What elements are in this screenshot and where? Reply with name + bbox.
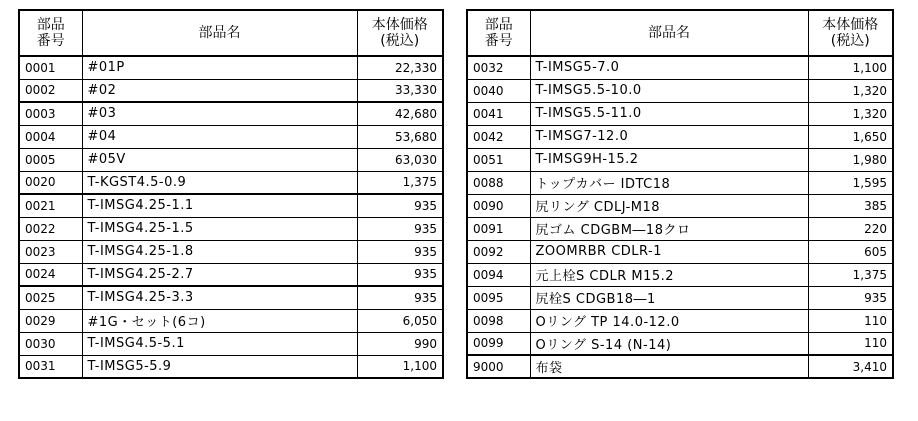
- part-name-cell: 元上栓S CDLR M15.2: [530, 263, 808, 286]
- price-cell: 110: [808, 332, 893, 355]
- price-cell: 1,595: [808, 171, 893, 194]
- part-name-cell: ZOOMRBR CDLR-1: [530, 240, 808, 263]
- part-number-cell: 0042: [467, 125, 530, 148]
- table-row: [467, 355, 893, 378]
- price-header-line1: 本体価格: [371, 17, 428, 33]
- price-cell: 1,100: [808, 56, 893, 79]
- price-cell: 42,680: [357, 102, 443, 125]
- price-cell: 385: [808, 194, 893, 217]
- table-row: [467, 79, 893, 102]
- parts-price-table-right: [466, 9, 894, 379]
- table-row: [467, 194, 893, 217]
- part-name-cell: T-IMSG4.25-1.1: [82, 194, 357, 217]
- table-row: [19, 286, 443, 309]
- part-name-cell: #01P: [82, 56, 357, 79]
- part-name-header: 部品名: [530, 10, 808, 56]
- table-row: [19, 171, 443, 194]
- part-number-cell: 0040: [467, 79, 530, 102]
- part-name-cell: Oリング S-14 (N-14): [530, 332, 808, 355]
- price-cell: 605: [808, 240, 893, 263]
- price-header-line2: (税込): [380, 33, 420, 49]
- part-number-cell: 0005: [19, 148, 82, 171]
- part-number-header: [467, 10, 530, 56]
- part-number-cell: 0098: [467, 309, 530, 332]
- price-cell: 53,680: [357, 125, 443, 148]
- table-header-row: [467, 10, 893, 56]
- part-number-cell: 0090: [467, 194, 530, 217]
- price-cell: 1,375: [808, 263, 893, 286]
- part-number-cell: 0023: [19, 240, 82, 263]
- price-cell: 33,330: [357, 79, 443, 102]
- price-cell: 1,980: [808, 148, 893, 171]
- part-number-cell: 0095: [467, 286, 530, 309]
- table-row: [19, 332, 443, 355]
- table-row: [19, 194, 443, 217]
- table-row: [467, 125, 893, 148]
- part-number-cell: 9000: [467, 355, 530, 378]
- part-name-cell: 尻リング CDLJ-M18: [530, 194, 808, 217]
- part-name-cell: T-IMSG4.25-1.8: [82, 240, 357, 263]
- table-header-row: [19, 10, 443, 56]
- price-cell: 110: [808, 309, 893, 332]
- part-number-cell: 0022: [19, 217, 82, 240]
- part-name-cell: T-IMSG5-5.9: [82, 355, 357, 378]
- table-row: [19, 148, 443, 171]
- price-cell: 220: [808, 217, 893, 240]
- price-header: [357, 10, 443, 56]
- part-number-cell: 0003: [19, 102, 82, 125]
- part-number-cell: 0031: [19, 355, 82, 378]
- part-name-cell: T-IMSG5-7.0: [530, 56, 808, 79]
- part-number-header: [19, 10, 82, 56]
- part-name-cell: 布袋: [530, 355, 808, 378]
- price-cell: 1,320: [808, 79, 893, 102]
- table-row: [19, 79, 443, 102]
- part-number-cell: 0091: [467, 217, 530, 240]
- part-name-header: 部品名: [82, 10, 357, 56]
- price-cell: 1,100: [357, 355, 443, 378]
- part-name-cell: T-IMSG9H-15.2: [530, 148, 808, 171]
- price-header: [808, 10, 893, 56]
- part-number-header-line1: 部品: [36, 17, 65, 33]
- price-header-line1: 本体価格: [822, 17, 879, 33]
- price-cell: 22,330: [357, 56, 443, 79]
- table-row: [467, 148, 893, 171]
- part-name-cell: T-IMSG7-12.0: [530, 125, 808, 148]
- part-name-cell: #04: [82, 125, 357, 148]
- part-number-cell: 0032: [467, 56, 530, 79]
- part-number-cell: 0024: [19, 263, 82, 286]
- part-number-cell: 0088: [467, 171, 530, 194]
- part-number-cell: 0029: [19, 309, 82, 332]
- table-row: [19, 102, 443, 125]
- part-name-cell: 尻ゴム CDGBM―18クロ: [530, 217, 808, 240]
- price-cell: 1,320: [808, 102, 893, 125]
- price-cell: 935: [357, 217, 443, 240]
- table-row: [467, 309, 893, 332]
- table-row: [467, 332, 893, 355]
- part-number-header-line2: 番号: [36, 33, 65, 49]
- part-name-cell: #1G・セット(6コ): [82, 309, 357, 332]
- part-number-cell: 0094: [467, 263, 530, 286]
- table-row: [467, 286, 893, 309]
- part-name-cell: T-IMSG4.25-3.3: [82, 286, 357, 309]
- table-row: [467, 263, 893, 286]
- table-row: [467, 217, 893, 240]
- table-row: [19, 309, 443, 332]
- part-name-cell: トップカバー IDTC18: [530, 171, 808, 194]
- part-name-cell: T-IMSG4.25-2.7: [82, 263, 357, 286]
- price-cell: 63,030: [357, 148, 443, 171]
- part-number-cell: 0030: [19, 332, 82, 355]
- part-name-cell: T-IMSG5.5-11.0: [530, 102, 808, 125]
- table-row: [19, 56, 443, 79]
- table-row: [19, 263, 443, 286]
- price-cell: 3,410: [808, 355, 893, 378]
- part-number-cell: 0004: [19, 125, 82, 148]
- part-number-cell: 0001: [19, 56, 82, 79]
- price-cell: 6,050: [357, 309, 443, 332]
- part-number-cell: 0051: [467, 148, 530, 171]
- part-name-cell: #03: [82, 102, 357, 125]
- price-cell: 935: [357, 194, 443, 217]
- part-number-cell: 0020: [19, 171, 82, 194]
- price-cell: 935: [357, 286, 443, 309]
- price-cell: 990: [357, 332, 443, 355]
- parts-price-table-left: [18, 9, 444, 379]
- table-row: [467, 56, 893, 79]
- price-cell: 935: [357, 240, 443, 263]
- table-row: [19, 125, 443, 148]
- table-row: [19, 355, 443, 378]
- part-number-cell: 0021: [19, 194, 82, 217]
- table-row: [467, 171, 893, 194]
- part-name-cell: #05V: [82, 148, 357, 171]
- price-header-line2: (税込): [830, 33, 870, 49]
- part-number-cell: 0025: [19, 286, 82, 309]
- part-number-cell: 0099: [467, 332, 530, 355]
- part-number-cell: 0041: [467, 102, 530, 125]
- part-name-cell: T-IMSG5.5-10.0: [530, 79, 808, 102]
- part-name-cell: #02: [82, 79, 357, 102]
- part-number-header-line1: 部品: [484, 17, 513, 33]
- part-name-cell: T-IMSG4.25-1.5: [82, 217, 357, 240]
- price-cell: 1,650: [808, 125, 893, 148]
- part-number-header-line2: 番号: [484, 33, 513, 49]
- part-number-cell: 0092: [467, 240, 530, 263]
- part-name-cell: 尻栓S CDGB18―1: [530, 286, 808, 309]
- table-row: [467, 240, 893, 263]
- part-name-cell: T-KGST4.5-0.9: [82, 171, 357, 194]
- part-name-cell: T-IMSG4.5-5.1: [82, 332, 357, 355]
- table-row: [467, 102, 893, 125]
- price-cell: 1,375: [357, 171, 443, 194]
- part-name-cell: Oリング TP 14.0-12.0: [530, 309, 808, 332]
- part-number-cell: 0002: [19, 79, 82, 102]
- table-row: [19, 240, 443, 263]
- table-row: [19, 217, 443, 240]
- price-cell: 935: [808, 286, 893, 309]
- price-cell: 935: [357, 263, 443, 286]
